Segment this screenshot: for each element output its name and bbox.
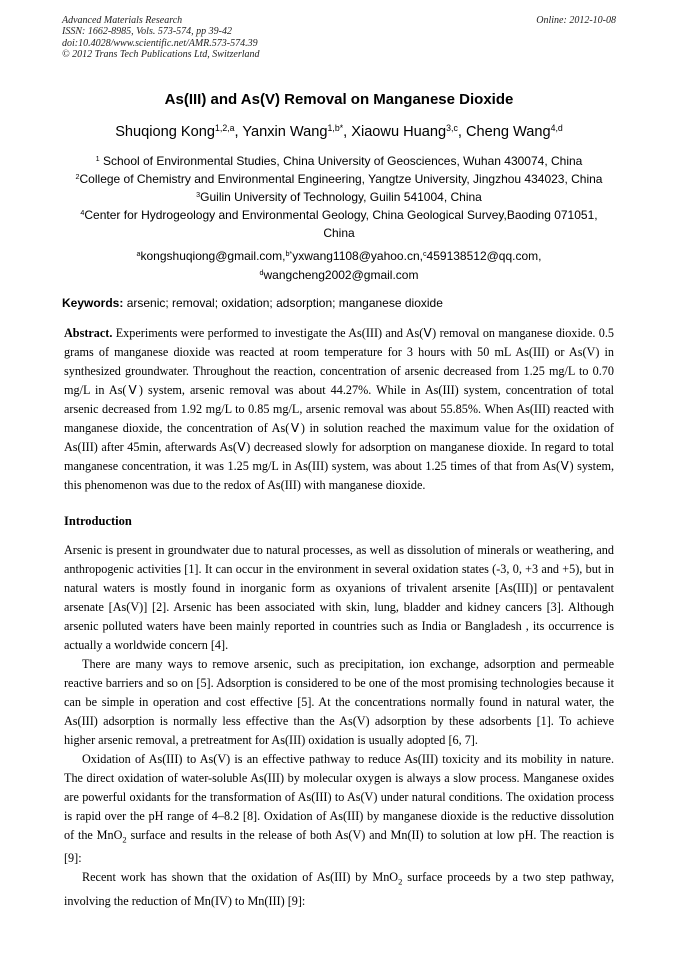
affiliation-3 <box>58 188 620 206</box>
author-affiliation-mark: 1,2,a <box>215 123 235 134</box>
journal-copyright: © 2012 Trans Tech Publications Ltd, Switzerland <box>62 49 260 61</box>
author-name: Yanxin Wang <box>242 124 328 140</box>
email-mark: a <box>136 249 141 259</box>
affiliation-text: Guilin University of Technology, Guilin 541004, China <box>200 190 482 204</box>
author-separator: , <box>234 124 243 140</box>
author-name: Shuqiong Kong <box>115 124 216 140</box>
email-line-1 <box>62 249 616 263</box>
keywords-text: arsenic; removal; oxidation; adsorption; manganese dioxide <box>123 296 443 310</box>
keywords-label: Keywords: <box>62 296 124 310</box>
journal-name: Advanced Materials Research <box>62 15 183 26</box>
affiliation-4-continued: China <box>323 226 355 240</box>
email-address: wangcheng2002@gmail.com <box>263 268 419 282</box>
email-address: kongshuqiong@gmail.com, <box>140 249 286 263</box>
author-affiliation-mark: 1,b* <box>327 123 344 134</box>
affiliation-text: School of Environmental Studies, China University of Geosciences, Wuhan 430074, China <box>99 154 583 168</box>
journal-issn: ISSN: 1662-8985, Vols. 573-574, pp 39-42 <box>62 26 232 38</box>
paragraph <box>64 868 614 910</box>
email-address: yxwang1108@yahoo.cn, <box>292 249 423 263</box>
keywords <box>62 296 616 310</box>
email-address: 459138512@qq.com, <box>426 249 542 263</box>
paragraph: Arsenic is present in groundwater due to natural processes, as well as dissolution of minerals or weathering, and anthropogenic activities [1]. It can occur in the environment in several oxidation states (-3, 0, +3 and +5), but in natural waters is mostly found in inorganic form as oxyanions of trivalent arsenite [As(III)] or pentavalent arsenate [As(V)] [2]. Arsenic has been associated with skin, lung, bladder and kidney cancers [3]. Although arsenic polluted waters have been mainly reported in countries such as India or Bangladesh , its occurrence is actually a worldwide concern [4]. <box>64 543 614 652</box>
affiliation-2 <box>58 170 620 188</box>
affiliation-1 <box>58 152 620 170</box>
email-line-2 <box>62 268 616 282</box>
paragraph: There are many ways to remove arsenic, such as precipitation, ion exchange, adsorption and permeable reactive barriers and so on [5]. Adsorption is considered to be one of the most promising technologies because it can be simple in operation and cost effective [5]. At the concentrations normally found in natural water, the As(III) adsorption is normally less effective than the As(V) adsorption by these adsorbents [1]. To achieve higher arsenic removal, a pretreatment for As(III) oxidation is usually adopted [6, 7]. <box>64 657 614 747</box>
author-separator: , <box>343 124 352 140</box>
affiliation-mark: 4 <box>80 208 85 218</box>
journal-header <box>62 15 616 61</box>
affiliation-mark: 2 <box>75 172 80 182</box>
online-date: Online: 2012-10-08 <box>536 15 616 26</box>
introduction-body <box>64 541 614 911</box>
affiliation-text: Center for Hydrogeology and Environmental Geology, China Geological Survey,Baoding 071051, <box>84 208 598 222</box>
paragraph-text: Recent work has shown that the oxidation of As(III) by MnO <box>82 870 399 885</box>
affiliation-mark: 1 <box>95 154 100 164</box>
affiliation-text: College of Chemistry and Environmental Engineering, Yangtze University, Jingzhou 434023, China <box>79 172 603 186</box>
author-name: Cheng Wang <box>465 124 551 140</box>
abstract-text: Experiments were performed to investigate the As(III) and As(Ⅴ) removal on manganese dioxide. 0.5 grams of manganese dioxide was reacted at room temperature for 3 hours with 50 mL As(III) or As(V) in synthesized groundwater. Throughout the reaction, concentration of arsenic decreased from 1.25 mg/L to 0.70 mg/L in As(Ⅴ) system, arsenic removal was about 44.27%. While in As(III) system, concentration of total arsenic decreased from 1.92 mg/L to 0.85 mg/L, arsenic removal was about 55.85%. When As(III) reacted with manganese dioxide, the concentration of As(Ⅴ) in solution reached the maximum value for the oxidation of As(III) after 45min, afterwards As(Ⅴ) decreased slowly for adsorption on manganese dioxide. In regard to total manganese concentration, it was 1.25 mg/L in As(III) system, was about 1.25 times of that from As(Ⅴ) system, this phenomenon was due to the redox of As(III) with manganese dioxide. <box>64 326 614 492</box>
paragraph-text: surface proceeds by a two step pathway, involving the reduction of Mn(IV) to Mn(III) [9]: <box>64 870 614 908</box>
affiliation-mark: 3 <box>196 190 201 200</box>
section-heading-introduction: Introduction <box>64 514 132 528</box>
paragraph-text: surface and results in the release of both As(V) and Mn(II) to solution at low pH. The reaction is [9]: <box>64 828 614 866</box>
author-list <box>62 124 616 140</box>
author-name: Xiaowu Huang <box>351 124 447 140</box>
paper-title: As(III) and As(V) Removal on Manganese Dioxide <box>164 91 514 108</box>
subscript: 2 <box>122 834 127 845</box>
subscript: 2 <box>398 876 403 887</box>
email-mark: d <box>259 268 264 278</box>
author-separator: , <box>457 124 466 140</box>
email-mark: b* <box>285 249 293 259</box>
email-mark: c <box>422 249 427 259</box>
affiliation-4 <box>58 206 620 224</box>
abstract-label: Abstract. <box>64 326 113 340</box>
author-affiliation-mark: 4,d <box>550 123 563 134</box>
abstract <box>64 324 614 495</box>
paragraph <box>64 750 614 868</box>
paragraph-text: Oxidation of As(III) to As(V) is an effective pathway to reduce As(III) toxicity and its mobility in nature. The direct oxidation of water-soluble As(III) by molecular oxygen is always a slow process. Manganese oxides are powerful oxidants for the transformation of As(III) to As(V) under natural conditions. The oxidation process is rapid over the pH range of 4–8.2 [8]. Oxidation of As(III) by manganese dioxide is the reductive dissolution of the MnO <box>64 752 614 842</box>
journal-doi: doi:10.4028/www.scientific.net/AMR.573-574.39 <box>62 37 258 49</box>
author-affiliation-mark: 3,c <box>446 123 458 134</box>
